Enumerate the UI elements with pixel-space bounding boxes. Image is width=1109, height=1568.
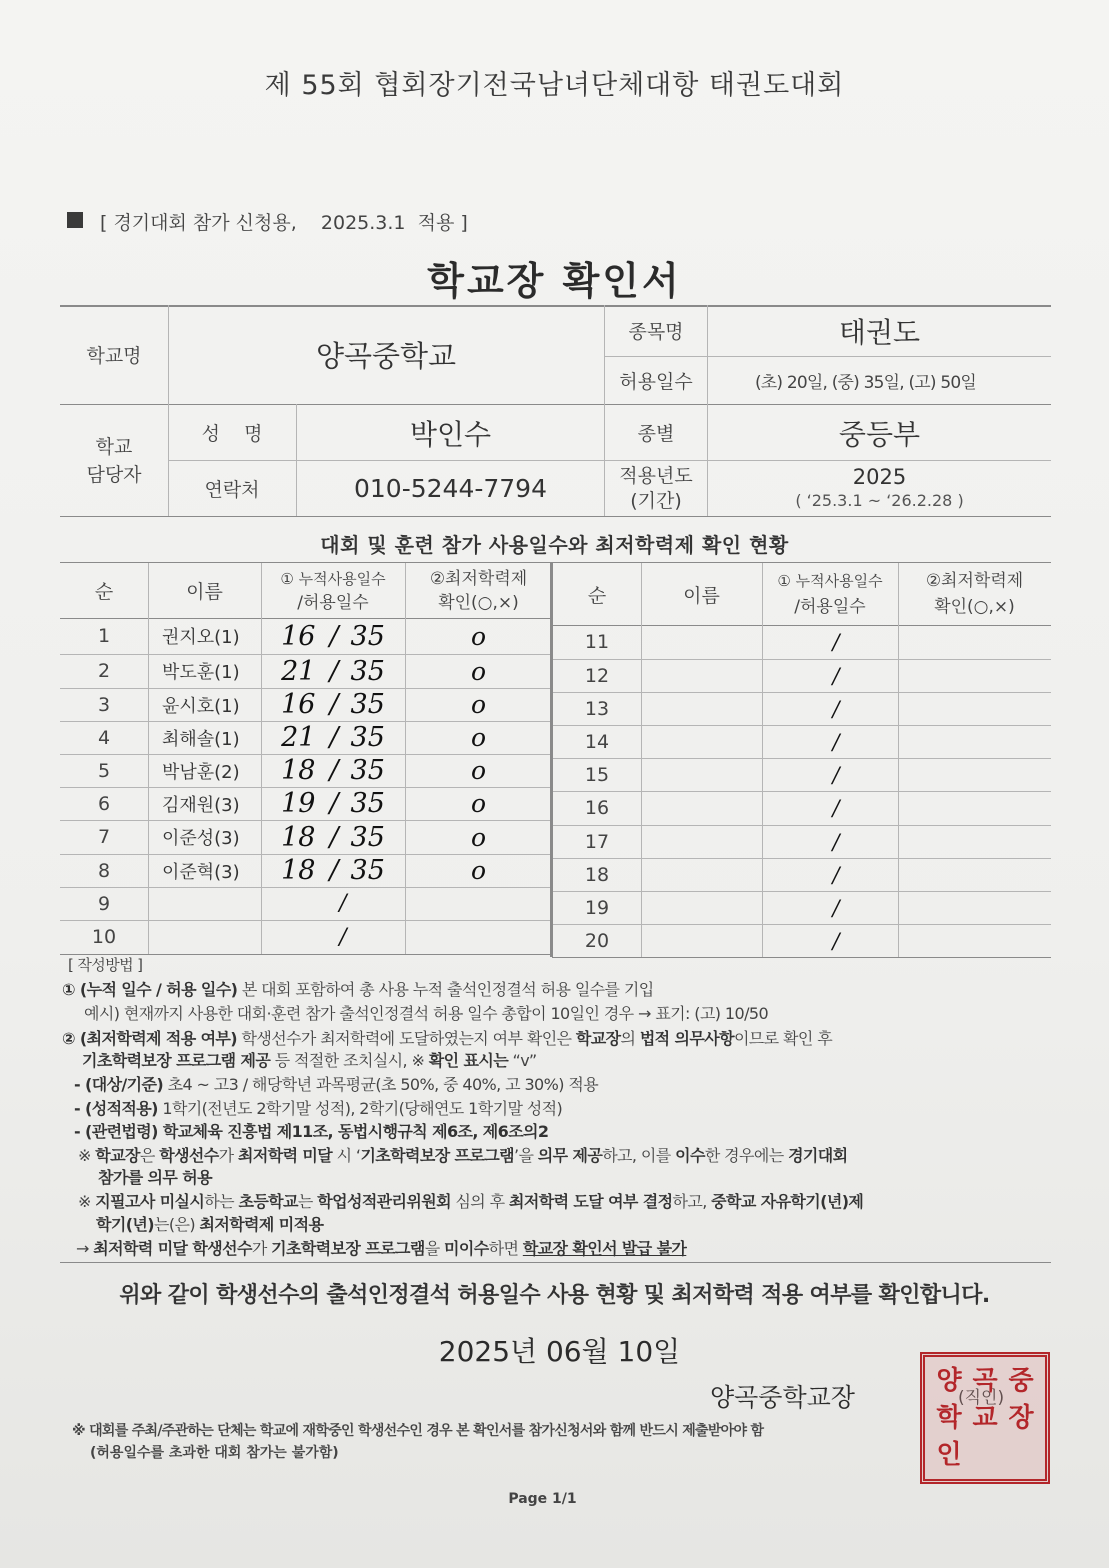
i8m: 한 경우에는 bbox=[704, 1146, 789, 1165]
days-used-cell bbox=[261, 754, 405, 787]
days-used-cell bbox=[261, 688, 405, 721]
min-achievement-check: o bbox=[470, 756, 487, 785]
min-achievement-check: o bbox=[470, 789, 487, 818]
row-number: 12 bbox=[584, 664, 610, 687]
manager-label-line1: 학교 bbox=[95, 435, 133, 458]
slash: / bbox=[832, 796, 840, 820]
i12b: 최저학력 미달 학생선수 bbox=[93, 1239, 252, 1258]
student-name: 윤시호(1) bbox=[162, 695, 240, 717]
i11b: 는(은) bbox=[154, 1215, 200, 1234]
slash: / bbox=[832, 663, 840, 688]
instruction-3-bold-a: 학교장 bbox=[575, 1029, 621, 1048]
instruction-1-text: 본 대회 포함하여 총 사용 누적 출석인정결석 허용 일수를 기입 bbox=[237, 980, 654, 999]
slash: / bbox=[832, 729, 840, 754]
i8b: 학교장 bbox=[95, 1146, 140, 1165]
period-value: ( ‘25.3.1 ~ ‘26.2.28 ) bbox=[795, 490, 964, 510]
table-col-rule-left bbox=[148, 563, 149, 954]
row-number: 2 bbox=[97, 660, 111, 682]
min-achievement-check: o bbox=[470, 856, 487, 885]
days-used: 19 bbox=[281, 788, 316, 819]
days-used: 18 bbox=[281, 755, 316, 786]
student-name: 박남훈(2) bbox=[162, 761, 240, 783]
division-value: 중등부 bbox=[838, 417, 921, 451]
slash: / bbox=[832, 696, 840, 721]
confirmation-text: 위와 같이 학생선수의 출석인정결석 허용일수 사용 현황 및 최저학력 적용 여부를 확인합니다. bbox=[119, 1282, 990, 1308]
bullet-square-icon bbox=[67, 212, 83, 228]
principal-name: 양곡중학교장 bbox=[710, 1383, 855, 1412]
instruction-3-text-b: 의 bbox=[620, 1029, 640, 1048]
form-notice: [ 경기대회 참가 신청용, 2025.3.1 적용 ] bbox=[100, 211, 468, 234]
slash: / bbox=[832, 862, 840, 887]
row-number: 4 bbox=[97, 726, 111, 749]
seal-character: 교 bbox=[972, 1402, 998, 1433]
row-number: 3 bbox=[97, 693, 111, 716]
row-number: 7 bbox=[97, 826, 111, 848]
division-label: 종별 bbox=[637, 423, 675, 445]
student-name: 이준혁(3) bbox=[162, 861, 240, 883]
days-allowed: 35 bbox=[350, 821, 385, 853]
col-check-header-right-line2: 확인(○,×) bbox=[934, 597, 1015, 617]
days-allowed: 35 bbox=[350, 689, 385, 720]
instruction-line-5 bbox=[74, 1072, 598, 1095]
i10f: 학업성적관리위원회 bbox=[317, 1192, 451, 1211]
slash: / bbox=[832, 829, 840, 854]
footnote-line-2: (허용일수를 초과한 대회 참가는 불가함) bbox=[90, 1445, 339, 1461]
i8c: 은 bbox=[139, 1146, 160, 1165]
i12d: 기초학력보장 프로그램 bbox=[271, 1239, 425, 1258]
i12h: 학교장 확인서 발급 불가 bbox=[522, 1239, 687, 1258]
instruction-line-11 bbox=[96, 1212, 323, 1235]
i10j: 중학교 자유학기(년)제 bbox=[711, 1192, 864, 1211]
col-days-header-right-line2: /허용일수 bbox=[794, 597, 866, 617]
col-no-header: 순 bbox=[94, 581, 114, 603]
student-name bbox=[152, 920, 261, 954]
days-allowed: 35 bbox=[350, 788, 385, 819]
days-allowed: 35 bbox=[350, 755, 385, 786]
seal-tag: (직인) bbox=[958, 1387, 1005, 1408]
i8i: ’을 bbox=[513, 1146, 538, 1165]
seal-character: 장 bbox=[1008, 1402, 1034, 1433]
col-name-header: 이름 bbox=[186, 581, 223, 603]
min-achievement-check: o bbox=[470, 822, 487, 852]
instruction-line-6 bbox=[74, 1096, 562, 1119]
official-seal-stamp bbox=[920, 1352, 1050, 1484]
manager-label bbox=[60, 405, 168, 516]
sport-label: 종목명 bbox=[628, 321, 684, 343]
days-used: 18 bbox=[281, 821, 316, 853]
days-used: 21 bbox=[281, 655, 316, 687]
col-no-header-right: 순 bbox=[587, 584, 607, 607]
slash: / bbox=[832, 630, 840, 654]
section-title: 대회 및 훈련 참가 사용일수와 최저학력제 확인 현황 bbox=[320, 532, 789, 557]
instruction-2-title: ② (최저학력제 적용 여부) bbox=[62, 1029, 237, 1048]
days-allowed: 35 bbox=[350, 620, 385, 652]
instruction-6-text: 1학기(전년도 2학기말 성적), 2학기(당해연도 1학기말 성적) bbox=[157, 1099, 563, 1118]
row-number: 10 bbox=[91, 926, 117, 948]
days-used: 18 bbox=[281, 855, 316, 886]
col-days-header-right bbox=[762, 563, 898, 625]
days-used-cell bbox=[261, 787, 405, 820]
document-title: 학교장 확인서 bbox=[427, 258, 682, 303]
seal-character: 인 bbox=[936, 1439, 962, 1470]
instruction-line-8 bbox=[78, 1143, 848, 1166]
row-number: 16 bbox=[584, 797, 610, 819]
i10i: 하고, bbox=[672, 1192, 712, 1211]
slash: / bbox=[329, 855, 339, 886]
student-name bbox=[152, 887, 261, 920]
instruction-7-text: 학교체육 진흥법 제11조, 동법시행규칙 제6조, 제6조의2 bbox=[157, 1122, 549, 1141]
days-used-cell bbox=[261, 618, 405, 654]
i8h: 기초학력보장 프로그램 bbox=[360, 1146, 514, 1165]
min-achievement-check: o bbox=[470, 690, 487, 719]
col-days-header-right-line1: ① 누적사용일수 bbox=[777, 572, 883, 590]
days-used-cell bbox=[261, 854, 405, 887]
instruction-9-bold: 참가를 의무 허용 bbox=[98, 1168, 212, 1187]
sport-value: 태권도 bbox=[838, 315, 921, 349]
instruction-1-title: ① (누적 일수 / 허용 일수) bbox=[62, 980, 238, 999]
col-name-header-right: 이름 bbox=[683, 584, 720, 607]
instruction-4-text-b: “v” bbox=[508, 1051, 537, 1070]
row-number: 14 bbox=[584, 730, 610, 753]
instruction-3-text: 학생선수가 최저학력에 도달하였는지 여부 확인은 bbox=[237, 1029, 576, 1048]
instructions-heading: [ 작성방법 ] bbox=[68, 956, 143, 974]
slash: / bbox=[329, 689, 339, 720]
student-name: 박도훈(1) bbox=[162, 662, 240, 683]
instruction-5-text: 초4 ~ 고3 / 해당학년 과목평균(초 50%, 중 40%, 고 30%) 적용 bbox=[163, 1075, 599, 1094]
i12f: 미이수 bbox=[444, 1239, 489, 1258]
col-days-header-line1: ① 누적사용일수 bbox=[280, 569, 386, 588]
i8e: 가 bbox=[218, 1146, 238, 1165]
row-number: 19 bbox=[584, 896, 610, 919]
days-allowed: 35 bbox=[350, 722, 385, 753]
student-name: 최해솔(1) bbox=[162, 728, 240, 750]
min-achievement-check: o bbox=[470, 656, 487, 686]
i8f: 최저학력 미달 bbox=[238, 1146, 333, 1165]
i10h: 최저학력 도달 여부 결정 bbox=[509, 1192, 673, 1211]
instruction-line-9 bbox=[98, 1165, 212, 1188]
col-check-header-right-line1: ②최저학력제 bbox=[925, 571, 1024, 591]
slash: / bbox=[329, 821, 339, 853]
year-label bbox=[605, 461, 707, 516]
i12c: 가 bbox=[251, 1239, 272, 1258]
i8g: 시 ‘ bbox=[332, 1146, 361, 1165]
student-name: 김재원(3) bbox=[162, 794, 240, 816]
days-used: 16 bbox=[281, 689, 316, 720]
student-name: 권지오(1) bbox=[162, 627, 240, 648]
footnote-line-1: ※ 대회를 주최/주관하는 단체는 학교에 재학중인 학생선수인 경우 본 확인서를 참가신청서와 함께 반드시 제출받아야 함 bbox=[72, 1423, 764, 1439]
instructions-bottom-border bbox=[60, 1262, 1051, 1263]
slash: / bbox=[329, 722, 339, 753]
allowed-days-value: (초) 20일, (중) 35일, (고) 50일 bbox=[754, 373, 977, 393]
i11a: 학기(년) bbox=[96, 1215, 154, 1234]
issue-date: 2025년 06월 10일 bbox=[438, 1335, 681, 1368]
days-used-cell bbox=[261, 721, 405, 754]
slash: / bbox=[329, 755, 339, 786]
allowed-days-label: 허용일수 bbox=[619, 371, 693, 393]
info-table-rule bbox=[60, 516, 1051, 517]
min-achievement-check: o bbox=[470, 723, 487, 752]
table-row-rule-right bbox=[552, 957, 1051, 958]
col-check-header-line2: 확인(○,×) bbox=[438, 592, 519, 613]
row-number: 9 bbox=[97, 892, 111, 915]
instruction-6-bold: - (성적적용) bbox=[74, 1099, 158, 1118]
slash: / bbox=[329, 620, 339, 652]
instruction-line-12 bbox=[76, 1236, 686, 1259]
instruction-3-bold-b: 법적 의무사항 bbox=[639, 1029, 734, 1048]
seal-character: 학 bbox=[936, 1402, 962, 1433]
seal-characters bbox=[931, 1363, 1039, 1473]
instruction-line-7 bbox=[74, 1119, 548, 1142]
instruction-5-bold: - (대상/기준) bbox=[74, 1075, 164, 1094]
instruction-4-bold-a: 기초학력보장 프로그램 제공 bbox=[82, 1051, 271, 1070]
row-number: 17 bbox=[584, 830, 610, 853]
col-check-header-line1: ②최저학력제 bbox=[429, 568, 528, 589]
slash: / bbox=[832, 928, 840, 953]
col-check-header-right bbox=[898, 563, 1051, 625]
school-value: 양곡중학교 bbox=[315, 339, 457, 373]
days-allowed: 35 bbox=[350, 655, 385, 687]
slash: / bbox=[832, 895, 840, 920]
i8k: 하고, 이를 bbox=[602, 1146, 676, 1165]
i10d: 초등학교 bbox=[238, 1192, 298, 1211]
contact-label: 연락처 bbox=[204, 479, 260, 501]
year-label-line2: (기간) bbox=[630, 489, 682, 512]
seal-character: 중 bbox=[1008, 1366, 1034, 1397]
seal-character: 곡 bbox=[972, 1366, 998, 1397]
manager-label-line2: 담당자 bbox=[86, 463, 142, 486]
row-number: 18 bbox=[584, 863, 610, 886]
row-number: 11 bbox=[584, 631, 610, 653]
slash: / bbox=[329, 788, 339, 819]
col-days-header-line2: /허용일수 bbox=[297, 592, 369, 613]
col-days-header bbox=[261, 563, 405, 618]
row-number: 6 bbox=[97, 792, 111, 815]
i8d: 학생선수 bbox=[159, 1146, 219, 1165]
row-number: 8 bbox=[97, 859, 111, 882]
row-number: 13 bbox=[584, 697, 610, 720]
instruction-line-3 bbox=[62, 1026, 832, 1049]
days-used-cell bbox=[261, 654, 405, 688]
i10a: ※ bbox=[78, 1192, 96, 1211]
i11c: 최저학력제 미적용 bbox=[199, 1215, 324, 1234]
instruction-3-text-c: 이므로 확인 후 bbox=[733, 1029, 833, 1048]
student-name: 이준성(3) bbox=[162, 828, 240, 849]
i10c: 하는 bbox=[204, 1192, 239, 1211]
contact-value: 010-5244-7794 bbox=[353, 474, 547, 503]
slash: / bbox=[339, 891, 347, 916]
instruction-line-2: 예시) 현재까지 사용한 대회·훈련 참가 출석인정결석 허용 일수 총합이 10일인 경우 → 표기: (고) 10/50 bbox=[84, 1004, 769, 1023]
i8j: 의무 제공 bbox=[537, 1146, 603, 1165]
i10e: 는 bbox=[297, 1192, 318, 1211]
instruction-7-bold: - (관련법령) bbox=[74, 1122, 158, 1141]
col-check-header bbox=[405, 563, 552, 618]
instruction-line-10 bbox=[78, 1189, 863, 1212]
year-value: 2025 bbox=[852, 464, 907, 489]
instruction-4-bold-b: 확인 표시는 bbox=[428, 1051, 509, 1070]
days-used: 16 bbox=[281, 620, 316, 652]
slash: / bbox=[339, 924, 347, 950]
name-value: 박인수 bbox=[409, 417, 492, 451]
page-number: Page 1/1 bbox=[508, 1491, 577, 1507]
row-number: 1 bbox=[97, 625, 111, 647]
i8l: 이수 bbox=[675, 1146, 705, 1165]
min-achievement-check: o bbox=[470, 621, 487, 651]
i10b: 지필고사 미실시 bbox=[95, 1192, 205, 1211]
i8n: 경기대회 bbox=[788, 1146, 848, 1165]
name-label: 성 명 bbox=[201, 423, 263, 445]
event-title: 제 55회 협회장기전국남녀단체대항 태권도대회 bbox=[264, 69, 845, 101]
school-label: 학교명 bbox=[86, 345, 142, 367]
days-allowed: 35 bbox=[350, 855, 385, 886]
year-label-line1: 적용년도 bbox=[619, 464, 693, 487]
year-value-cell bbox=[708, 461, 1051, 516]
days-used-cell bbox=[261, 820, 405, 854]
slash: / bbox=[329, 655, 339, 687]
seal-character: 양 bbox=[936, 1366, 962, 1397]
days-used: 21 bbox=[281, 722, 316, 753]
instruction-line-4 bbox=[82, 1048, 537, 1071]
row-number: 5 bbox=[97, 759, 111, 782]
instruction-line-1 bbox=[62, 977, 654, 1000]
slash: / bbox=[832, 762, 840, 787]
row-number: 15 bbox=[584, 763, 610, 786]
i8a: ※ bbox=[78, 1146, 96, 1165]
i12g: 하면 bbox=[488, 1239, 523, 1258]
i12e: 을 bbox=[424, 1239, 445, 1258]
i12a: → bbox=[76, 1239, 94, 1258]
instruction-4-text: 등 적절한 조치실시, ※ bbox=[270, 1051, 429, 1070]
i10g: 심의 후 bbox=[450, 1192, 509, 1211]
row-number: 20 bbox=[584, 929, 610, 952]
